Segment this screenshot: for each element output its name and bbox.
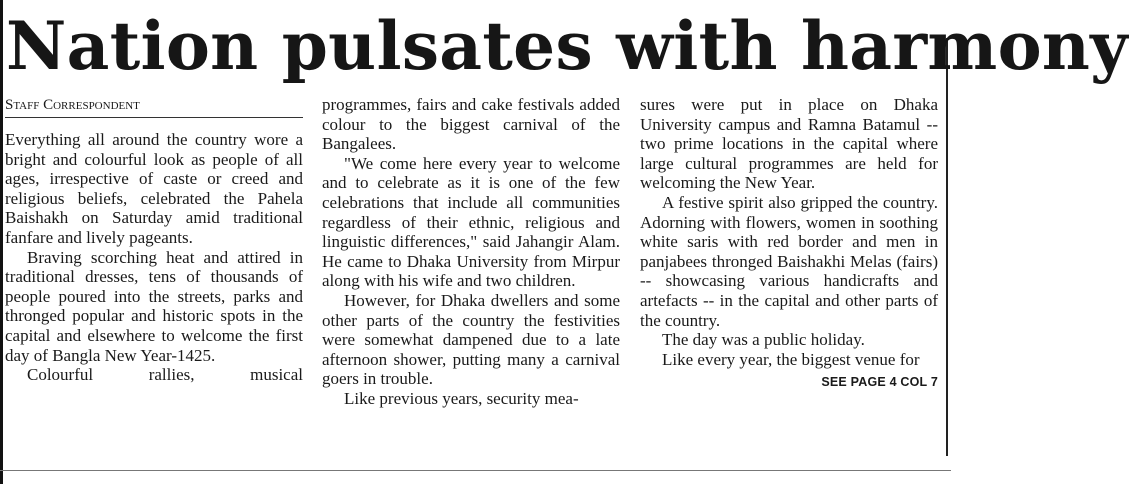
right-column-rule xyxy=(946,38,948,456)
paragraph: Colourful rallies, musical xyxy=(27,365,303,385)
paragraph: Like previous years, security mea- xyxy=(344,388,579,408)
byline-rule xyxy=(5,117,303,118)
paragraph: Braving scorching heat and attired in traditional dresses, tens of thousands of people poured into the streets, parks and thronged popular and historic spots in the capital and elsewhere to welcome the first day of Bangla New Year-1425. xyxy=(5,247,303,365)
paragraph: "We come here every year to welcome and to celebrate as it is one of the few celebrations that include all communities regardless of their ethnic, religious and linguistic differences," said Jahangir Alam. He came to Dhaka University from Mirpur along with his wife and two children. xyxy=(322,153,620,291)
article-column-2 xyxy=(322,95,620,409)
paragraph: Like every year, the biggest venue for xyxy=(662,349,920,369)
paragraph: sures were put in place on Dhaka University campus and Ramna Batamul -- two prime locations in the capital where large cultural programmes are held for welcoming the New Year. xyxy=(640,95,938,193)
byline: Staff Correspondent xyxy=(5,97,140,113)
continuation-note: SEE PAGE 4 COL 7 xyxy=(821,375,938,390)
paragraph: A festive spirit also gripped the country. Adorning with flowers, women in soothing white saris with red border and men in panjabees thronged Baishakhi Melas (fairs) -- showcasing various handicrafts and artefacts -- in the capital and other parts of the country. xyxy=(640,192,938,330)
paragraph: programmes, fairs and cake festivals added colour to the biggest carnival of the Bangalees. xyxy=(322,95,620,154)
article-column-1 xyxy=(5,130,303,385)
paragraph: Everything all around the country wore a bright and colourful look as people of all ages, irrespective of caste or creed and religious beliefs, celebrated the Pahela Baishakh on Saturday amid traditional fanfare and lively pageants. xyxy=(5,130,303,247)
headline: Nation pulsates with harmony xyxy=(6,7,1129,85)
left-column-rule xyxy=(0,0,3,484)
article-column-3 xyxy=(640,95,938,393)
paragraph: However, for Dhaka dwellers and some other parts of the country the festivities were somewhat dampened due to a late afternoon shower, putting many a carnival goers in trouble. xyxy=(322,290,620,389)
bottom-rule xyxy=(0,470,951,471)
paragraph: The day was a public holiday. xyxy=(662,330,865,350)
